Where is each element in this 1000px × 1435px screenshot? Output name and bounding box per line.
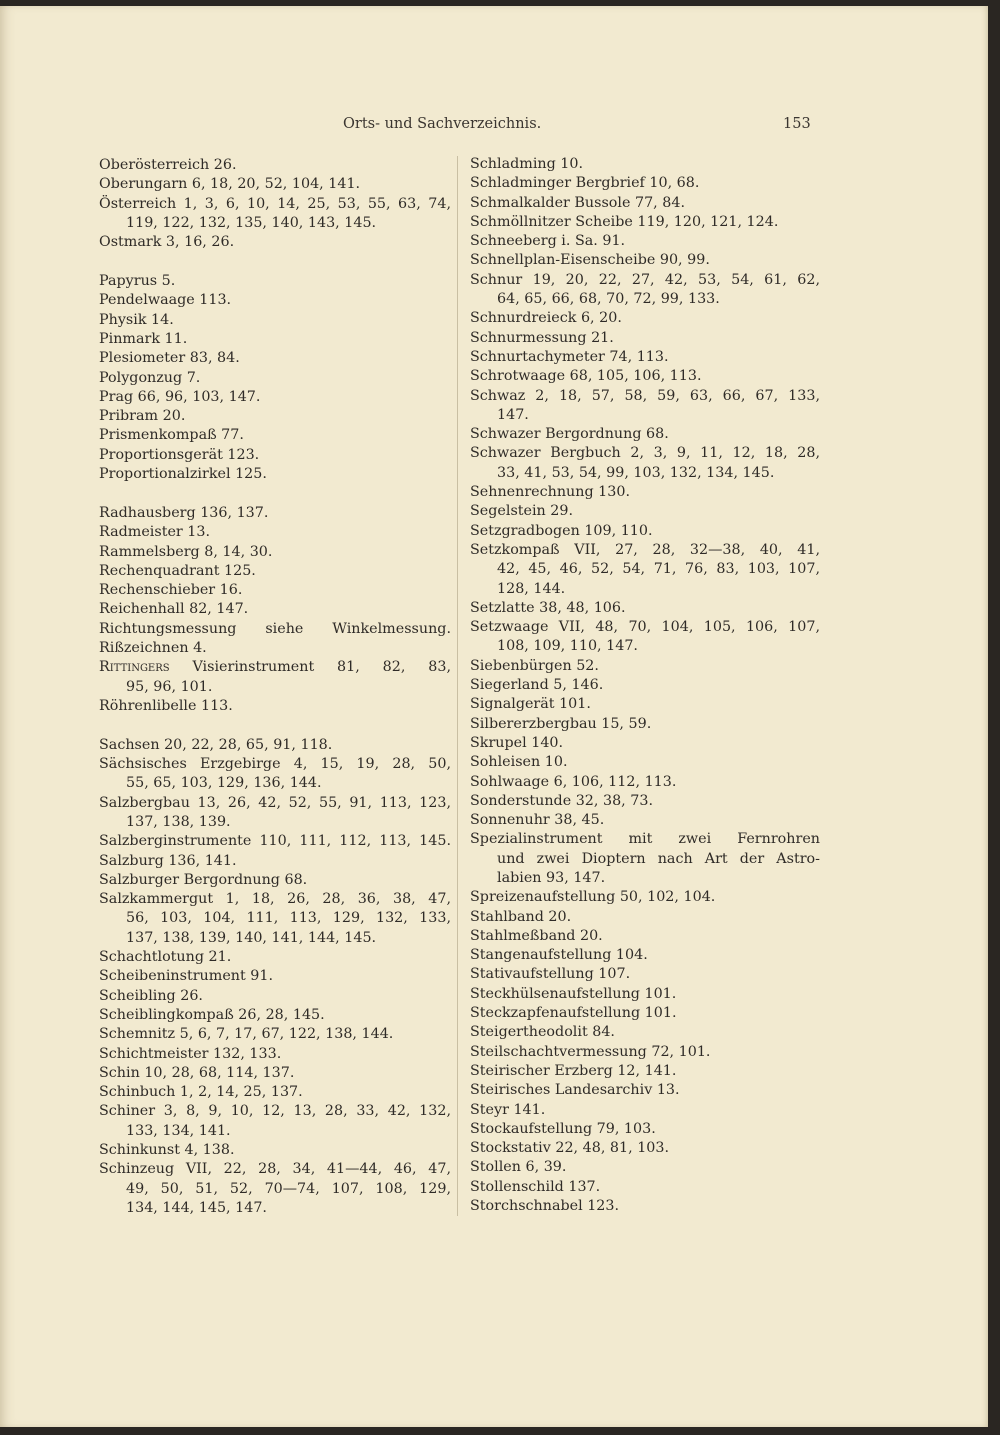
entry-continuation-line: 95, 96, 101. <box>126 678 213 695</box>
index-entry <box>99 562 451 581</box>
entry-line: Silbererzbergbau 15, 59. <box>470 715 652 732</box>
entry-line: Salzburger Bergordnung 68. <box>99 871 308 888</box>
entry-line: Stahlband 20. <box>470 908 572 925</box>
entry-line: Stockaufstellung 79, 103. <box>470 1120 656 1137</box>
entry-line: Salzkammergut 1, 18, 26, 28, 36, 38, 47, <box>99 891 451 908</box>
index-entry <box>99 543 451 562</box>
index-entry <box>99 852 451 871</box>
index-entry <box>99 871 451 890</box>
index-entry <box>470 1101 820 1120</box>
entry-line: Setzwaage VII, 48, 70, 104, 105, 106, 107, <box>470 619 820 636</box>
index-entry <box>99 465 451 484</box>
index-entry <box>99 349 451 368</box>
entry-line: Sehnenrechnung 130. <box>470 484 631 501</box>
entry-continuation-line: labien 93, 147. <box>497 869 606 886</box>
index-entry <box>99 523 451 542</box>
entry-line: Rißzeichnen 4. <box>99 640 207 657</box>
index-entry <box>99 658 451 697</box>
entry-line: Pendelwaage 113. <box>99 292 232 309</box>
entry-line: Scheibeninstrument 91. <box>99 968 274 985</box>
column-divider <box>457 156 458 1216</box>
entry-continuation-line: 33, 41, 53, 54, 99, 103, 132, 134, 145. <box>497 464 775 481</box>
index-entry <box>470 599 820 618</box>
index-entry <box>99 1025 451 1044</box>
index-entry <box>99 369 451 388</box>
entry-line: Richtungsmessung siehe Winkelmessung. <box>99 620 451 637</box>
index-entry <box>470 985 820 1004</box>
index-entry <box>99 1102 451 1141</box>
entry-line: Schinzeug VII, 22, 28, 34, 41—44, 46, 47, <box>99 1161 451 1178</box>
running-header <box>0 116 988 138</box>
entry-line: Schachtlotung 21. <box>99 949 232 966</box>
entry-line: Stollenschild 137. <box>470 1178 601 1195</box>
index-entry <box>470 1158 820 1177</box>
entry-line: Steyr 141. <box>470 1101 546 1118</box>
index-entry <box>99 639 451 658</box>
entry-continuation-line: 64, 65, 66, 68, 70, 72, 99, 133. <box>497 291 720 308</box>
entry-line: Spreizenaufstellung 50, 102, 104. <box>470 889 716 906</box>
index-entry <box>470 946 820 965</box>
index-entry <box>470 792 820 811</box>
index-entry <box>470 502 820 521</box>
index-entry <box>470 734 820 753</box>
index-entry <box>99 755 451 794</box>
entry-line: Stangenaufstellung 104. <box>470 947 648 964</box>
entry-line: Schwaz 2, 18, 57, 58, 59, 63, 66, 67, 133, <box>470 387 820 404</box>
entry-continuation-line: 147. <box>497 406 529 423</box>
index-entry <box>99 794 451 833</box>
entry-line: Steigertheodolit 84. <box>470 1024 615 1041</box>
entry-line: Schladminger Bergbrief 10, 68. <box>470 175 700 192</box>
index-entry <box>470 753 820 772</box>
entry-line: Schiner 3, 8, 9, 10, 12, 13, 28, 33, 42, 132, <box>99 1103 451 1120</box>
index-entry <box>99 581 451 600</box>
index-entry <box>470 1139 820 1158</box>
entry-line: Setzkompaß VII, 27, 28, 32—38, 40, 41, <box>470 541 820 558</box>
index-entry <box>99 987 451 1006</box>
entry-line: Pinmark 11. <box>99 330 188 347</box>
entry-line: Schin 10, 28, 68, 114, 137. <box>99 1064 295 1081</box>
index-entry <box>470 213 820 232</box>
index-entry <box>470 194 820 213</box>
entry-line: Sohlwaage 6, 106, 112, 113. <box>470 773 677 790</box>
index-entry <box>99 1006 451 1025</box>
entry-line: Schnur 19, 20, 22, 27, 42, 53, 54, 61, 62, <box>470 271 820 288</box>
index-entry <box>99 736 451 755</box>
index-entry <box>99 967 451 986</box>
index-entry <box>99 832 451 851</box>
entry-line: Schmalkalder Bussole 77, 84. <box>470 194 686 211</box>
index-entry <box>99 407 451 426</box>
index-entry <box>99 330 451 349</box>
index-entry <box>470 1062 820 1081</box>
entry-continuation-line: 56, 103, 104, 111, 113, 129, 132, 133, <box>126 910 451 927</box>
entry-line: Pribram 20. <box>99 408 186 425</box>
entry-continuation-line: 137, 138, 139. <box>126 813 231 830</box>
entry-line: Siegerland 5, 146. <box>470 677 604 694</box>
entry-line: Sonderstunde 32, 38, 73. <box>470 792 654 809</box>
entry-line: Proportionalzirkel 125. <box>99 466 267 483</box>
index-entry <box>99 697 451 716</box>
index-entry <box>470 715 820 734</box>
letter-group-gap <box>99 484 451 504</box>
index-entry <box>470 425 820 444</box>
entry-line: Röhrenlibelle 113. <box>99 697 233 714</box>
entry-line: Oberösterreich 26. <box>99 157 237 173</box>
entry-line: Schinbuch 1, 2, 14, 25, 137. <box>99 1084 303 1101</box>
entry-continuation-line: 133, 134, 141. <box>126 1122 231 1139</box>
index-entry <box>470 908 820 927</box>
index-entry <box>470 1023 820 1042</box>
entry-line: Schnurtachymeter 74, 113. <box>470 348 669 365</box>
entry-line: Rechenquadrant 125. <box>99 562 256 579</box>
entry-line: Salzbergbau 13, 26, 42, 52, 55, 91, 113, 123, <box>99 794 451 811</box>
entry-name-smallcaps: Rittingers <box>99 659 170 676</box>
entry-line: Scheibling 26. <box>99 987 203 1004</box>
entry-line: Stollen 6, 39. <box>470 1159 567 1176</box>
entry-line: Schnurmessung 21. <box>470 329 614 346</box>
entry-line: Schneeberg i. Sa. 91. <box>470 233 626 250</box>
index-entry <box>99 504 451 523</box>
entry-continuation-line: 119, 122, 132, 135, 140, 143, 145. <box>126 214 377 231</box>
entry-line: Steckzapfenaufstellung 101. <box>470 1005 677 1022</box>
entry-continuation-line: 137, 138, 139, 140, 141, 144, 145. <box>126 929 377 946</box>
entry-line: Steirisches Landesarchiv 13. <box>470 1082 680 1099</box>
index-entry <box>99 1064 451 1083</box>
entry-continuation-line: 42, 45, 46, 52, 54, 71, 76, 83, 103, 107, <box>497 561 820 578</box>
index-entry <box>99 156 451 175</box>
book-page <box>0 6 988 1427</box>
page-number: 153 <box>783 116 811 132</box>
entry-line: Sonnenuhr 38, 45. <box>470 812 605 829</box>
index-entry <box>99 446 451 465</box>
entry-line: Salzberginstrumente 110, 111, 112, 113, 145. <box>99 833 451 850</box>
entry-line: Segelstein 29. <box>470 503 574 520</box>
index-entry <box>99 1083 451 1102</box>
entry-continuation-line: 55, 65, 103, 129, 136, 144. <box>126 775 322 792</box>
index-entry <box>99 620 451 639</box>
index-entry <box>470 927 820 946</box>
index-entry <box>470 811 820 830</box>
entry-line: Schnurdreieck 6, 20. <box>470 310 622 327</box>
index-entry <box>470 965 820 984</box>
index-entry <box>99 291 451 310</box>
entry-line: Rammelsberg 8, 14, 30. <box>99 543 273 560</box>
letter-group-gap <box>99 252 451 272</box>
entry-line: Schmöllnitzer Scheibe 119, 120, 121, 124. <box>470 213 779 230</box>
index-entry <box>470 174 820 193</box>
entry-line: Sächsisches Erzgebirge 4, 15, 19, 28, 50, <box>99 756 451 773</box>
index-entry <box>470 618 820 657</box>
entry-continuation-line: 134, 144, 145, 147. <box>126 1199 267 1216</box>
entry-line: Siebenbürgen 52. <box>470 657 599 674</box>
index-entry <box>99 600 451 619</box>
entry-continuation-line: 108, 109, 110, 147. <box>497 638 638 655</box>
entry-line: Sachsen 20, 22, 28, 65, 91, 118. <box>99 736 333 753</box>
entry-line: Stockstativ 22, 48, 81, 103. <box>470 1140 670 1157</box>
index-entry <box>470 1004 820 1023</box>
index-entry <box>470 657 820 676</box>
index-entry <box>470 1178 820 1197</box>
index-entry <box>99 388 451 407</box>
entry-line: Skrupel 140. <box>470 734 564 751</box>
entry-line: Schnellplan-Eisenscheibe 90, 99. <box>470 252 710 269</box>
entry-line: Plesiometer 83, 84. <box>99 350 240 367</box>
index-entry <box>470 888 820 907</box>
entry-line: Schemnitz 5, 6, 7, 17, 67, 122, 138, 144. <box>99 1026 394 1043</box>
entry-line: Steirischer Erzberg 12, 141. <box>470 1062 677 1079</box>
index-entry <box>99 890 451 948</box>
entry-line: Storchschnabel 123. <box>470 1198 620 1215</box>
entry-line: Signalgerät 101. <box>470 696 591 713</box>
index-entry <box>470 367 820 386</box>
index-entry <box>99 1141 451 1160</box>
index-entry <box>470 676 820 695</box>
index-entry <box>470 309 820 328</box>
index-entry <box>470 1081 820 1100</box>
entry-line: Österreich 1, 3, 6, 10, 14, 25, 53, 55, 63, 74, <box>99 195 451 212</box>
entry-line: Stativaufstellung 107. <box>470 966 631 983</box>
index-entry <box>470 271 820 310</box>
index-entry <box>470 251 820 270</box>
index-entry <box>470 522 820 541</box>
entry-line: Radhausberg 136, 137. <box>99 504 269 521</box>
entry-line: Ostmark 3, 16, 26. <box>99 234 235 251</box>
entry-line: Sohleisen 10. <box>470 754 568 771</box>
index-entry <box>99 175 451 194</box>
entry-line: Stahlmeßband 20. <box>470 927 603 944</box>
entry-line: Prismenkompaß 77. <box>99 427 244 444</box>
entry-line: Salzburg 136, 141. <box>99 852 237 869</box>
index-entry <box>470 1120 820 1139</box>
index-entry <box>470 483 820 502</box>
entry-line: Rechenschieber 16. <box>99 582 243 599</box>
entry-line: Reichenhall 82, 147. <box>99 601 249 618</box>
index-entry <box>99 1160 451 1218</box>
entry-line: Setzgradbogen 109, 110. <box>470 522 653 539</box>
entry-continuation-line: 49, 50, 51, 52, 70—74, 107, 108, 129, <box>126 1180 451 1197</box>
index-entry <box>470 232 820 251</box>
entry-line: Schwazer Bergordnung 68. <box>470 426 669 443</box>
index-entry <box>470 830 820 888</box>
entry-line: Schladming 10. <box>470 156 584 172</box>
index-entry <box>470 348 820 367</box>
entry-line: Steckhülsenaufstellung 101. <box>470 985 677 1002</box>
index-entry <box>470 1043 820 1062</box>
entry-line: Spezialinstrument mit zwei Fernrohren <box>470 831 820 848</box>
entry-line <box>99 658 451 677</box>
index-entry <box>470 1197 820 1216</box>
entry-line: Steilschachtvermessung 72, 101. <box>470 1043 711 1060</box>
entry-line: Setzlatte 38, 48, 106. <box>470 599 626 616</box>
entry-continuation-line: 128, 144. <box>497 580 566 597</box>
index-entry <box>99 426 451 445</box>
index-entry <box>99 948 451 967</box>
letter-group-gap <box>99 716 451 736</box>
entry-text: Visierinstrument 81, 82, 83, <box>169 659 451 676</box>
entry-line: Physik 14. <box>99 311 174 328</box>
entry-line: Schwazer Bergbuch 2, 3, 9, 11, 12, 18, 28, <box>470 445 820 462</box>
entry-line: Schinkunst 4, 138. <box>99 1142 235 1159</box>
entry-line: Schrotwaage 68, 105, 106, 113. <box>470 368 702 385</box>
entry-line: Polygonzug 7. <box>99 369 201 386</box>
index-column-left <box>99 156 451 1218</box>
entry-line: Proportionsgerät 123. <box>99 446 260 463</box>
running-title: Orts- und Sachverzeichnis. <box>343 116 542 132</box>
entry-line: Schichtmeister 132, 133. <box>99 1045 282 1062</box>
entry-line: Oberungarn 6, 18, 20, 52, 104, 141. <box>99 176 361 193</box>
index-entry <box>99 272 451 291</box>
index-entry <box>99 233 451 252</box>
entry-continuation-line: und zwei Dioptern nach Art der Astro- <box>497 850 820 867</box>
index-entry <box>470 773 820 792</box>
entry-line: Prag 66, 96, 103, 147. <box>99 388 261 405</box>
index-entry <box>470 155 820 174</box>
entry-line: Radmeister 13. <box>99 524 211 541</box>
index-entry <box>470 444 820 483</box>
index-entry <box>470 695 820 714</box>
index-entry <box>99 195 451 234</box>
index-column-right <box>470 155 820 1216</box>
index-entry <box>99 311 451 330</box>
entry-line: Scheiblingkompaß 26, 28, 145. <box>99 1006 325 1023</box>
index-entry <box>470 329 820 348</box>
entry-line: Papyrus 5. <box>99 273 176 290</box>
index-entry <box>99 1045 451 1064</box>
index-entry <box>470 541 820 599</box>
index-entry <box>470 387 820 426</box>
